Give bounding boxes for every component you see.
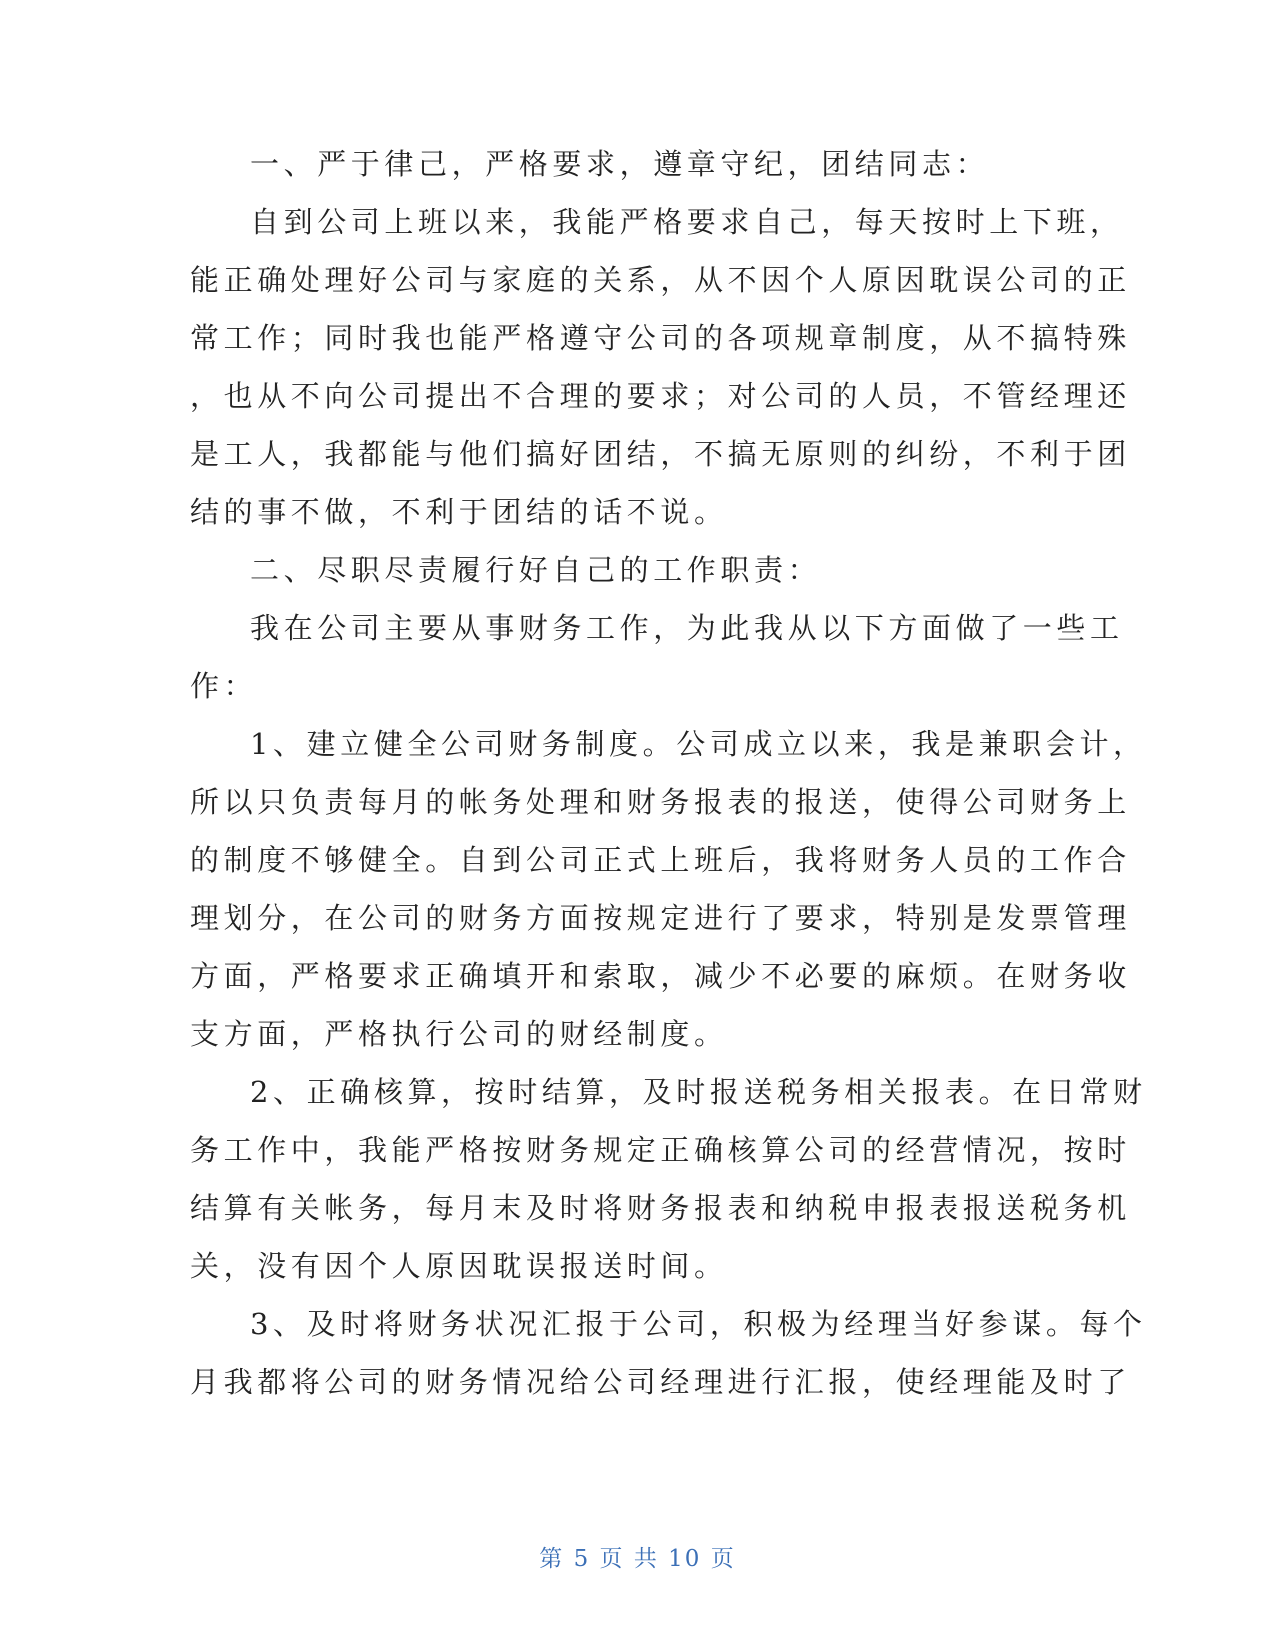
list-item-3-line: 3、及时将财务状况汇报于公司，积极为经理当好参谋。每个: [250, 1307, 1147, 1341]
paragraph-line: 方面，严格要求正确填开和索取，减少不必要的麻烦。在财务收: [190, 959, 1131, 993]
section-heading-1: 一、严于律己，严格要求，遵章守纪，团结同志：: [250, 147, 990, 181]
paragraph-line: 月我都将公司的财务情况给公司经理进行汇报，使经理能及时了: [190, 1365, 1131, 1399]
paragraph-line: 务工作中，我能严格按财务规定正确核算公司的经营情况，按时: [190, 1133, 1131, 1167]
list-item-1-line: 1、建立健全公司财务制度。公司成立以来，我是兼职会计，: [250, 727, 1147, 761]
paragraph-line: ，也从不向公司提出不合理的要求；对公司的人员，不管经理还: [190, 379, 1131, 413]
paragraph-line: 我在公司主要从事财务工作，为此我从以下方面做了一些工: [250, 611, 1124, 645]
paragraph-line: 作：: [190, 669, 258, 703]
paragraph-line: 能正确处理好公司与家庭的关系，从不因个人原因耽误公司的正: [190, 263, 1131, 297]
paragraph-line: 常工作；同时我也能严格遵守公司的各项规章制度，从不搞特殊: [190, 321, 1131, 355]
paragraph-line: 结算有关帐务，每月末及时将财务报表和纳税申报表报送税务机: [190, 1191, 1131, 1225]
paragraph-line: 关，没有因个人原因耽误报送时间。: [190, 1249, 728, 1283]
paragraph-line: 的制度不够健全。自到公司正式上班后，我将财务人员的工作合: [190, 843, 1131, 877]
paragraph-line: 所以只负责每月的帐务处理和财务报表的报送，使得公司财务上: [190, 785, 1131, 819]
section-heading-2: 二、尽职尽责履行好自己的工作职责：: [250, 553, 822, 587]
paragraph-line: 是工人，我都能与他们搞好团结，不搞无原则的纠纷，不利于团: [190, 437, 1131, 471]
paragraph-line: 自到公司上班以来，我能严格要求自己，每天按时上下班，: [250, 205, 1124, 239]
page-number-footer: 第 5 页 共 10 页: [539, 1546, 736, 1572]
paragraph-line: 理划分，在公司的财务方面按规定进行了要求，特别是发票管理: [190, 901, 1131, 935]
paragraph-line: 支方面，严格执行公司的财经制度。: [190, 1017, 728, 1051]
list-item-2-line: 2、正确核算，按时结算，及时报送税务相关报表。在日常财: [250, 1075, 1147, 1109]
paragraph-line: 结的事不做，不利于团结的话不说。: [190, 495, 728, 529]
